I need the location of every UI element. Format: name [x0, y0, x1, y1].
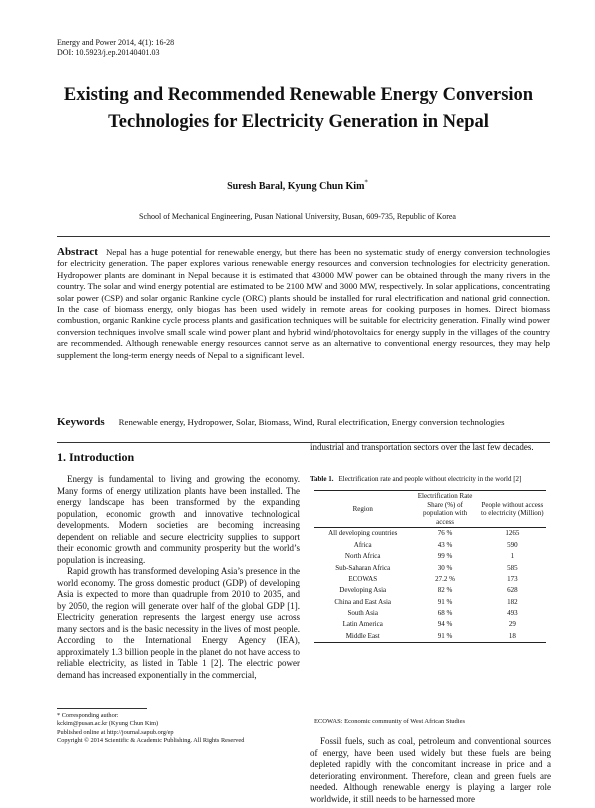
cell-people: 585 [507, 563, 518, 572]
cell-people: 493 [507, 609, 518, 618]
cell-people: 182 [507, 597, 518, 606]
cell-rate: 91 % [437, 631, 453, 640]
table-row [314, 619, 546, 630]
doi-line: DOI: 10.5923/j.ep.20140401.03 [57, 48, 160, 57]
table-caption [310, 475, 551, 484]
cell-people: 18 [508, 631, 516, 640]
footnote-email: kckim@pusan.ac.kr (Kyung Chun Kim) [57, 720, 159, 728]
cell-people: 628 [507, 586, 518, 595]
cell-rate: 99 % [437, 552, 453, 561]
header-region: Region [352, 504, 373, 513]
table-row [314, 551, 546, 562]
table-row [314, 608, 546, 619]
table-body [314, 528, 546, 643]
section-heading: 1. Introduction [57, 450, 135, 464]
footnotes [57, 712, 302, 745]
abstract-heading: Abstract [57, 246, 98, 258]
intro-paragraph-2: Rapid growth has transformed developing Asia’s presence in the world economy. The gross domestic product (GDP) of developing Asia is expected to more than quadruple from 2010 to 2035, and by 2050, the region will generate over half of the global GDP [1]. Electricity generation represents the largest energy use across many sectors and is the basic necessity in the lives of most people. According to the International Energy Agency (IEA), approximately 1.3 billion people in the planet do not have access to reliable electricity, as listed in Table 1 [2]. The electric power demand has increased exponentially in the commercial, [57, 566, 300, 680]
cell-rate: 82 % [437, 586, 453, 595]
cell-region: Developing Asia [339, 586, 387, 595]
top-rule [57, 236, 550, 237]
cell-rate: 43 % [437, 540, 453, 549]
cell-rate: 30 % [437, 563, 453, 572]
header-people: People without access to electricity (Million) [481, 500, 544, 517]
cell-people: 29 [508, 620, 516, 629]
footnote-copyright: Copyright © 2014 Scientific & Academic Publishing. All Rights Reserved [57, 736, 245, 744]
footnote-published: Published online at http://journal.sapub.org/ep [57, 728, 174, 736]
keywords-heading: Keywords [57, 416, 105, 428]
table-note: ECOWAS: Economic community of West African Studies [314, 718, 466, 725]
cell-region: Latin America [342, 620, 383, 629]
intro-continuation: industrial and transportation sectors over the last few decades. [310, 442, 534, 452]
footnote-corresponding: * Corresponding author: [57, 712, 119, 719]
cell-rate: 94 % [437, 620, 453, 629]
right-column-top [310, 442, 551, 454]
cell-region: Middle East [345, 631, 380, 640]
journal-line: Energy and Power 2014, 4(1): 16-28 [57, 38, 175, 47]
cell-region: ECOWAS [348, 574, 378, 583]
fossil-paragraph: Fossil fuels, such as coal, petroleum and conventional sources of energy, have been used widely but these fuels are being depleted rapidly with the concomitant increase in price and a deteriorating environment. Therefore, clean and green fuels are needed. Although renewable energy is playing a larger role worldwide, it still needs to be harnessed more [310, 736, 551, 804]
cell-rate: 68 % [437, 609, 453, 618]
footnote-rule [57, 708, 147, 709]
paper-title: Existing and Recommended Renewable Energy Conversion Technologies for Electricity Generation in Nepal [63, 85, 534, 132]
cell-people: 1265 [505, 529, 520, 538]
abstract-text: Nepal has a huge potential for renewable energy, but there has been no systematic study of energy conversion technologies for electricity generation. The paper explores various renewable energy resources and conversion technologies for electricity generation. Hydropower plants are dominant in Nepal because it is estimated that 43000 MW power can be obtained through the many rivers in the country. The solar and wind energy potential are estimated to be 2100 MW and 3000 MW, respectively. In solar applications, concentrating solar power (CSP) and solar organic Rankine cycle (ORC) plants should be installed for rural electrification and national grid connection. In the case of biomass energy, only biogas has been used widely in remote areas for cooking purposes in homes. Direct biomass combustion, organic Rankine cycle process plants and gasification techniques will be suitable for electricity generation. Finally wind power conversion techniques involve small scale wind power plant and hybrid wind/photovoltaics for energy supply in the villages of the country are recommended. Although renewable energy resources cannot serve as an alternative to conventional energy resources, they may help supplement the long-term energy needs of Nepal to a significant level. [57, 247, 550, 360]
cell-region: North Africa [344, 552, 381, 561]
cell-rate: 91 % [437, 597, 453, 606]
cell-people: 1 [510, 552, 515, 561]
cell-people: 173 [507, 574, 518, 583]
table-row [314, 585, 546, 596]
keywords [57, 417, 550, 428]
authors [0, 178, 595, 192]
table-row [314, 562, 546, 573]
cell-region: All developing countries [328, 529, 398, 538]
intro-paragraph-1: Energy is fundamental to living and growing the economy. Many forms of energy utilization plants have been installed. The energy landscape has been transformed by the expanding population, economic growth and innovative technological developments. Modern societies are becoming increasing dependent on reliable and secure electricity supplies to support their economic growth and community prosperity but the world’s population is increasing. [57, 474, 300, 565]
cell-region: China and East Asia [334, 597, 391, 606]
keywords-text: Renewable energy, Hydropower, Solar, Biomass, Wind, Rural electrification, Energy conversion technologies [118, 417, 505, 427]
author-names: Suresh Baral, Kyung Chun Kim [227, 181, 365, 192]
cell-rate: 27.2 % [435, 574, 455, 583]
corresponding-mark: * [364, 178, 368, 187]
right-column-bottom [310, 736, 551, 805]
cell-region: Africa [353, 540, 372, 549]
cell-region: South Asia [347, 609, 378, 618]
table-row [314, 574, 546, 585]
table-label: Table 1. [310, 475, 334, 483]
cell-rate: 76 % [437, 529, 453, 538]
left-column [57, 474, 300, 681]
electrification-table [314, 490, 546, 643]
table-caption-text: Electrification rate and people without electricity in the world [2] [338, 475, 522, 483]
header-rate: Electrification Rate Share (%) of population with access [417, 492, 473, 526]
cell-people: 590 [507, 540, 518, 549]
table-header-row [314, 491, 546, 528]
table-row [314, 528, 546, 540]
cell-region: Sub-Saharan Africa [335, 563, 391, 572]
affiliation: School of Mechanical Engineering, Pusan National University, Busan, 609-735, Republic of Korea [139, 212, 456, 221]
table-row [314, 596, 546, 607]
journal-meta [57, 38, 174, 58]
abstract [57, 247, 550, 361]
table-row [314, 539, 546, 550]
table-row [314, 630, 546, 642]
